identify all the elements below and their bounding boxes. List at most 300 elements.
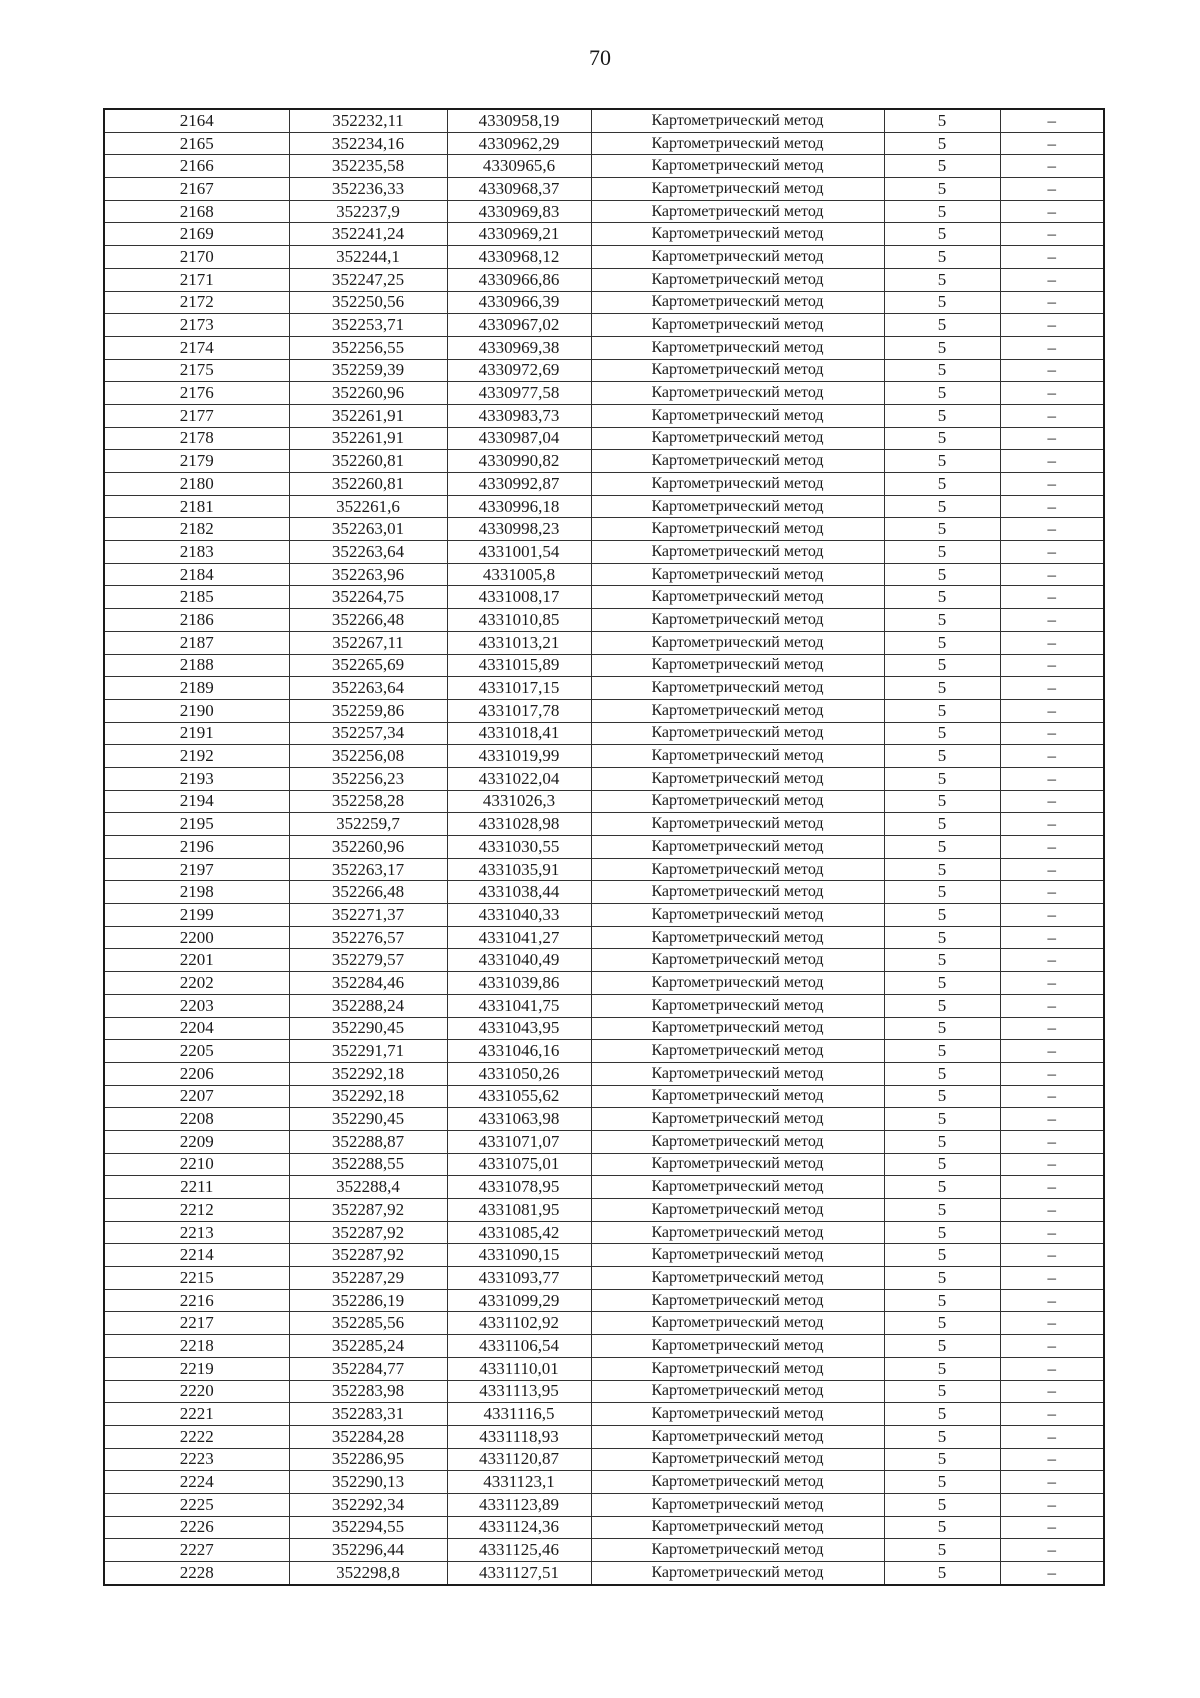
point-number-cell: 2211 [104, 1176, 289, 1199]
point-number-cell: 2204 [104, 1017, 289, 1040]
x-coordinate-cell: 352287,29 [289, 1267, 447, 1290]
note-cell: – [1000, 382, 1104, 405]
accuracy-cell: 5 [884, 563, 1000, 586]
y-coordinate-cell: 4331013,21 [447, 631, 591, 654]
table-row [104, 1085, 1104, 1108]
table-row [104, 836, 1104, 859]
table-row [104, 495, 1104, 518]
point-number-cell: 2192 [104, 745, 289, 768]
method-cell: Картометрический метод [591, 1221, 884, 1244]
x-coordinate-cell: 352286,95 [289, 1448, 447, 1471]
y-coordinate-cell: 4330966,86 [447, 268, 591, 291]
method-cell: Картометрический метод [591, 541, 884, 564]
method-cell: Картометрический метод [591, 109, 884, 132]
method-cell: Картометрический метод [591, 178, 884, 201]
x-coordinate-cell: 352260,81 [289, 450, 447, 473]
note-cell: – [1000, 563, 1104, 586]
table-row [104, 881, 1104, 904]
accuracy-cell: 5 [884, 473, 1000, 496]
table-row [104, 1130, 1104, 1153]
note-cell: – [1000, 994, 1104, 1017]
note-cell: – [1000, 1085, 1104, 1108]
method-cell: Картометрический метод [591, 359, 884, 382]
note-cell: – [1000, 246, 1104, 269]
table-row [104, 767, 1104, 790]
point-number-cell: 2203 [104, 994, 289, 1017]
table-row [104, 246, 1104, 269]
table-row [104, 1062, 1104, 1085]
note-cell: – [1000, 1062, 1104, 1085]
point-number-cell: 2164 [104, 109, 289, 132]
method-cell: Картометрический метод [591, 1562, 884, 1585]
point-number-cell: 2169 [104, 223, 289, 246]
table-row [104, 1425, 1104, 1448]
y-coordinate-cell: 4331118,93 [447, 1425, 591, 1448]
note-cell: – [1000, 745, 1104, 768]
note-cell: – [1000, 631, 1104, 654]
x-coordinate-cell: 352263,64 [289, 541, 447, 564]
y-coordinate-cell: 4331099,29 [447, 1289, 591, 1312]
point-number-cell: 2228 [104, 1562, 289, 1585]
y-coordinate-cell: 4330983,73 [447, 404, 591, 427]
x-coordinate-cell: 352260,96 [289, 836, 447, 859]
method-cell: Картометрический метод [591, 836, 884, 859]
y-coordinate-cell: 4330968,37 [447, 178, 591, 201]
method-cell: Картометрический метод [591, 336, 884, 359]
accuracy-cell: 5 [884, 1017, 1000, 1040]
accuracy-cell: 5 [884, 1244, 1000, 1267]
note-cell: – [1000, 473, 1104, 496]
table-row [104, 1221, 1104, 1244]
point-number-cell: 2179 [104, 450, 289, 473]
accuracy-cell: 5 [884, 1516, 1000, 1539]
x-coordinate-cell: 352287,92 [289, 1221, 447, 1244]
y-coordinate-cell: 4330969,83 [447, 200, 591, 223]
note-cell: – [1000, 268, 1104, 291]
y-coordinate-cell: 4331116,5 [447, 1403, 591, 1426]
point-number-cell: 2208 [104, 1108, 289, 1131]
method-cell: Картометрический метод [591, 1289, 884, 1312]
y-coordinate-cell: 4330987,04 [447, 427, 591, 450]
note-cell: – [1000, 336, 1104, 359]
accuracy-cell: 5 [884, 1221, 1000, 1244]
accuracy-cell: 5 [884, 1448, 1000, 1471]
method-cell: Картометрический метод [591, 926, 884, 949]
accuracy-cell: 5 [884, 1085, 1000, 1108]
x-coordinate-cell: 352253,71 [289, 314, 447, 337]
x-coordinate-cell: 352283,31 [289, 1403, 447, 1426]
accuracy-cell: 5 [884, 609, 1000, 632]
method-cell: Картометрический метод [591, 223, 884, 246]
note-cell: – [1000, 1335, 1104, 1358]
y-coordinate-cell: 4330968,12 [447, 246, 591, 269]
table-row [104, 609, 1104, 632]
point-number-cell: 2190 [104, 699, 289, 722]
y-coordinate-cell: 4331085,42 [447, 1221, 591, 1244]
accuracy-cell: 5 [884, 450, 1000, 473]
note-cell: – [1000, 109, 1104, 132]
method-cell: Картометрический метод [591, 132, 884, 155]
method-cell: Картометрический метод [591, 1493, 884, 1516]
method-cell: Картометрический метод [591, 1199, 884, 1222]
y-coordinate-cell: 4331123,89 [447, 1493, 591, 1516]
method-cell: Картометрический метод [591, 1516, 884, 1539]
table-row [104, 518, 1104, 541]
note-cell: – [1000, 654, 1104, 677]
method-cell: Картометрический метод [591, 972, 884, 995]
x-coordinate-cell: 352259,39 [289, 359, 447, 382]
point-number-cell: 2180 [104, 473, 289, 496]
method-cell: Картометрический метод [591, 155, 884, 178]
table-row [104, 1108, 1104, 1131]
x-coordinate-cell: 352283,98 [289, 1380, 447, 1403]
y-coordinate-cell: 4331120,87 [447, 1448, 591, 1471]
table-row [104, 1017, 1104, 1040]
point-number-cell: 2193 [104, 767, 289, 790]
accuracy-cell: 5 [884, 1289, 1000, 1312]
method-cell: Картометрический метод [591, 1357, 884, 1380]
accuracy-cell: 5 [884, 699, 1000, 722]
accuracy-cell: 5 [884, 1403, 1000, 1426]
point-number-cell: 2212 [104, 1199, 289, 1222]
y-coordinate-cell: 4331038,44 [447, 881, 591, 904]
point-number-cell: 2168 [104, 200, 289, 223]
y-coordinate-cell: 4331005,8 [447, 563, 591, 586]
point-number-cell: 2195 [104, 813, 289, 836]
method-cell: Картометрический метод [591, 1244, 884, 1267]
x-coordinate-cell: 352263,64 [289, 677, 447, 700]
note-cell: – [1000, 926, 1104, 949]
accuracy-cell: 5 [884, 631, 1000, 654]
y-coordinate-cell: 4331110,01 [447, 1357, 591, 1380]
accuracy-cell: 5 [884, 541, 1000, 564]
table-row [104, 1244, 1104, 1267]
y-coordinate-cell: 4331071,07 [447, 1130, 591, 1153]
point-number-cell: 2198 [104, 881, 289, 904]
coordinates-table [103, 108, 1105, 1586]
note-cell: – [1000, 1448, 1104, 1471]
accuracy-cell: 5 [884, 949, 1000, 972]
y-coordinate-cell: 4331035,91 [447, 858, 591, 881]
note-cell: – [1000, 291, 1104, 314]
method-cell: Картометрический метод [591, 745, 884, 768]
method-cell: Картометрический метод [591, 382, 884, 405]
table-row [104, 994, 1104, 1017]
y-coordinate-cell: 4331046,16 [447, 1040, 591, 1063]
method-cell: Картометрический метод [591, 1153, 884, 1176]
point-number-cell: 2166 [104, 155, 289, 178]
method-cell: Картометрический метод [591, 1539, 884, 1562]
accuracy-cell: 5 [884, 359, 1000, 382]
method-cell: Картометрический метод [591, 1040, 884, 1063]
table-row [104, 1335, 1104, 1358]
table-row [104, 1289, 1104, 1312]
method-cell: Картометрический метод [591, 1130, 884, 1153]
y-coordinate-cell: 4331127,51 [447, 1562, 591, 1585]
note-cell: – [1000, 813, 1104, 836]
y-coordinate-cell: 4331039,86 [447, 972, 591, 995]
point-number-cell: 2216 [104, 1289, 289, 1312]
y-coordinate-cell: 4331028,98 [447, 813, 591, 836]
accuracy-cell: 5 [884, 586, 1000, 609]
y-coordinate-cell: 4330990,82 [447, 450, 591, 473]
y-coordinate-cell: 4331010,85 [447, 609, 591, 632]
accuracy-cell: 5 [884, 836, 1000, 859]
table-row [104, 1312, 1104, 1335]
x-coordinate-cell: 352260,81 [289, 473, 447, 496]
accuracy-cell: 5 [884, 1176, 1000, 1199]
y-coordinate-cell: 4331123,1 [447, 1471, 591, 1494]
note-cell: – [1000, 586, 1104, 609]
point-number-cell: 2181 [104, 495, 289, 518]
y-coordinate-cell: 4331018,41 [447, 722, 591, 745]
table-row [104, 745, 1104, 768]
note-cell: – [1000, 858, 1104, 881]
table-row [104, 972, 1104, 995]
accuracy-cell: 5 [884, 1312, 1000, 1335]
table-row [104, 677, 1104, 700]
note-cell: – [1000, 314, 1104, 337]
accuracy-cell: 5 [884, 404, 1000, 427]
y-coordinate-cell: 4330996,18 [447, 495, 591, 518]
x-coordinate-cell: 352292,34 [289, 1493, 447, 1516]
accuracy-cell: 5 [884, 518, 1000, 541]
table-row [104, 926, 1104, 949]
y-coordinate-cell: 4331106,54 [447, 1335, 591, 1358]
x-coordinate-cell: 352298,8 [289, 1562, 447, 1585]
note-cell: – [1000, 495, 1104, 518]
table-row [104, 813, 1104, 836]
x-coordinate-cell: 352264,75 [289, 586, 447, 609]
table-row [104, 382, 1104, 405]
note-cell: – [1000, 1153, 1104, 1176]
x-coordinate-cell: 352237,9 [289, 200, 447, 223]
x-coordinate-cell: 352292,18 [289, 1062, 447, 1085]
x-coordinate-cell: 352294,55 [289, 1516, 447, 1539]
note-cell: – [1000, 1040, 1104, 1063]
point-number-cell: 2170 [104, 246, 289, 269]
note-cell: – [1000, 1539, 1104, 1562]
x-coordinate-cell: 352287,92 [289, 1244, 447, 1267]
y-coordinate-cell: 4331017,15 [447, 677, 591, 700]
point-number-cell: 2222 [104, 1425, 289, 1448]
point-number-cell: 2189 [104, 677, 289, 700]
table-row [104, 631, 1104, 654]
point-number-cell: 2209 [104, 1130, 289, 1153]
table-row [104, 473, 1104, 496]
y-coordinate-cell: 4331113,95 [447, 1380, 591, 1403]
method-cell: Картометрический метод [591, 858, 884, 881]
accuracy-cell: 5 [884, 1471, 1000, 1494]
y-coordinate-cell: 4330969,38 [447, 336, 591, 359]
point-number-cell: 2207 [104, 1085, 289, 1108]
x-coordinate-cell: 352235,58 [289, 155, 447, 178]
y-coordinate-cell: 4331090,15 [447, 1244, 591, 1267]
method-cell: Картометрический метод [591, 1017, 884, 1040]
table-row [104, 359, 1104, 382]
accuracy-cell: 5 [884, 654, 1000, 677]
point-number-cell: 2172 [104, 291, 289, 314]
point-number-cell: 2206 [104, 1062, 289, 1085]
method-cell: Картометрический метод [591, 609, 884, 632]
note-cell: – [1000, 881, 1104, 904]
y-coordinate-cell: 4330958,19 [447, 109, 591, 132]
point-number-cell: 2174 [104, 336, 289, 359]
method-cell: Картометрический метод [591, 813, 884, 836]
point-number-cell: 2199 [104, 904, 289, 927]
x-coordinate-cell: 352288,55 [289, 1153, 447, 1176]
x-coordinate-cell: 352241,24 [289, 223, 447, 246]
accuracy-cell: 5 [884, 200, 1000, 223]
method-cell: Картометрический метод [591, 200, 884, 223]
note-cell: – [1000, 1108, 1104, 1131]
point-number-cell: 2226 [104, 1516, 289, 1539]
accuracy-cell: 5 [884, 1267, 1000, 1290]
note-cell: – [1000, 178, 1104, 201]
accuracy-cell: 5 [884, 972, 1000, 995]
x-coordinate-cell: 352290,13 [289, 1471, 447, 1494]
table-row [104, 1153, 1104, 1176]
y-coordinate-cell: 4331030,55 [447, 836, 591, 859]
point-number-cell: 2175 [104, 359, 289, 382]
x-coordinate-cell: 352261,91 [289, 427, 447, 450]
table-row [104, 1380, 1104, 1403]
method-cell: Картометрический метод [591, 291, 884, 314]
accuracy-cell: 5 [884, 109, 1000, 132]
table-row [104, 1539, 1104, 1562]
x-coordinate-cell: 352284,28 [289, 1425, 447, 1448]
table-row [104, 200, 1104, 223]
note-cell: – [1000, 1357, 1104, 1380]
note-cell: – [1000, 836, 1104, 859]
note-cell: – [1000, 677, 1104, 700]
point-number-cell: 2178 [104, 427, 289, 450]
accuracy-cell: 5 [884, 314, 1000, 337]
note-cell: – [1000, 200, 1104, 223]
note-cell: – [1000, 767, 1104, 790]
table-row [104, 790, 1104, 813]
y-coordinate-cell: 4331008,17 [447, 586, 591, 609]
note-cell: – [1000, 1425, 1104, 1448]
x-coordinate-cell: 352263,96 [289, 563, 447, 586]
method-cell: Картометрический метод [591, 722, 884, 745]
method-cell: Картометрический метод [591, 1267, 884, 1290]
point-number-cell: 2176 [104, 382, 289, 405]
y-coordinate-cell: 4330977,58 [447, 382, 591, 405]
method-cell: Картометрический метод [591, 904, 884, 927]
table-row [104, 427, 1104, 450]
point-number-cell: 2200 [104, 926, 289, 949]
point-number-cell: 2184 [104, 563, 289, 586]
note-cell: – [1000, 1312, 1104, 1335]
table-row [104, 1493, 1104, 1516]
x-coordinate-cell: 352250,56 [289, 291, 447, 314]
accuracy-cell: 5 [884, 1335, 1000, 1358]
x-coordinate-cell: 352261,91 [289, 404, 447, 427]
x-coordinate-cell: 352286,19 [289, 1289, 447, 1312]
note-cell: – [1000, 1267, 1104, 1290]
x-coordinate-cell: 352266,48 [289, 609, 447, 632]
accuracy-cell: 5 [884, 745, 1000, 768]
note-cell: – [1000, 223, 1104, 246]
method-cell: Картометрический метод [591, 994, 884, 1017]
method-cell: Картометрический метод [591, 518, 884, 541]
x-coordinate-cell: 352261,6 [289, 495, 447, 518]
y-coordinate-cell: 4330972,69 [447, 359, 591, 382]
x-coordinate-cell: 352259,86 [289, 699, 447, 722]
accuracy-cell: 5 [884, 1425, 1000, 1448]
accuracy-cell: 5 [884, 1108, 1000, 1131]
table-row [104, 1176, 1104, 1199]
y-coordinate-cell: 4331040,33 [447, 904, 591, 927]
method-cell: Картометрический метод [591, 1471, 884, 1494]
table-row [104, 404, 1104, 427]
accuracy-cell: 5 [884, 722, 1000, 745]
point-number-cell: 2213 [104, 1221, 289, 1244]
note-cell: – [1000, 1471, 1104, 1494]
y-coordinate-cell: 4331075,01 [447, 1153, 591, 1176]
table-row [104, 1403, 1104, 1426]
accuracy-cell: 5 [884, 382, 1000, 405]
accuracy-cell: 5 [884, 178, 1000, 201]
method-cell: Картометрический метод [591, 586, 884, 609]
method-cell: Картометрический метод [591, 246, 884, 269]
note-cell: – [1000, 1221, 1104, 1244]
point-number-cell: 2225 [104, 1493, 289, 1516]
method-cell: Картометрический метод [591, 563, 884, 586]
accuracy-cell: 5 [884, 926, 1000, 949]
method-cell: Картометрический метод [591, 1380, 884, 1403]
note-cell: – [1000, 518, 1104, 541]
method-cell: Картометрический метод [591, 404, 884, 427]
note-cell: – [1000, 722, 1104, 745]
accuracy-cell: 5 [884, 495, 1000, 518]
table-row [104, 314, 1104, 337]
y-coordinate-cell: 4331022,04 [447, 767, 591, 790]
table-row [104, 654, 1104, 677]
point-number-cell: 2183 [104, 541, 289, 564]
accuracy-cell: 5 [884, 1539, 1000, 1562]
table-row [104, 155, 1104, 178]
table-row [104, 1040, 1104, 1063]
accuracy-cell: 5 [884, 677, 1000, 700]
y-coordinate-cell: 4331019,99 [447, 745, 591, 768]
accuracy-cell: 5 [884, 858, 1000, 881]
point-number-cell: 2224 [104, 1471, 289, 1494]
y-coordinate-cell: 4331015,89 [447, 654, 591, 677]
method-cell: Картометрический метод [591, 699, 884, 722]
y-coordinate-cell: 4331081,95 [447, 1199, 591, 1222]
x-coordinate-cell: 352256,08 [289, 745, 447, 768]
point-number-cell: 2221 [104, 1403, 289, 1426]
y-coordinate-cell: 4331041,75 [447, 994, 591, 1017]
x-coordinate-cell: 352288,87 [289, 1130, 447, 1153]
x-coordinate-cell: 352263,01 [289, 518, 447, 541]
table-row [104, 1448, 1104, 1471]
table-row [104, 722, 1104, 745]
note-cell: – [1000, 427, 1104, 450]
point-number-cell: 2196 [104, 836, 289, 859]
point-number-cell: 2173 [104, 314, 289, 337]
y-coordinate-cell: 4331125,46 [447, 1539, 591, 1562]
accuracy-cell: 5 [884, 1130, 1000, 1153]
method-cell: Картометрический метод [591, 654, 884, 677]
x-coordinate-cell: 352291,71 [289, 1040, 447, 1063]
table-row [104, 699, 1104, 722]
x-coordinate-cell: 352265,69 [289, 654, 447, 677]
accuracy-cell: 5 [884, 881, 1000, 904]
accuracy-cell: 5 [884, 246, 1000, 269]
